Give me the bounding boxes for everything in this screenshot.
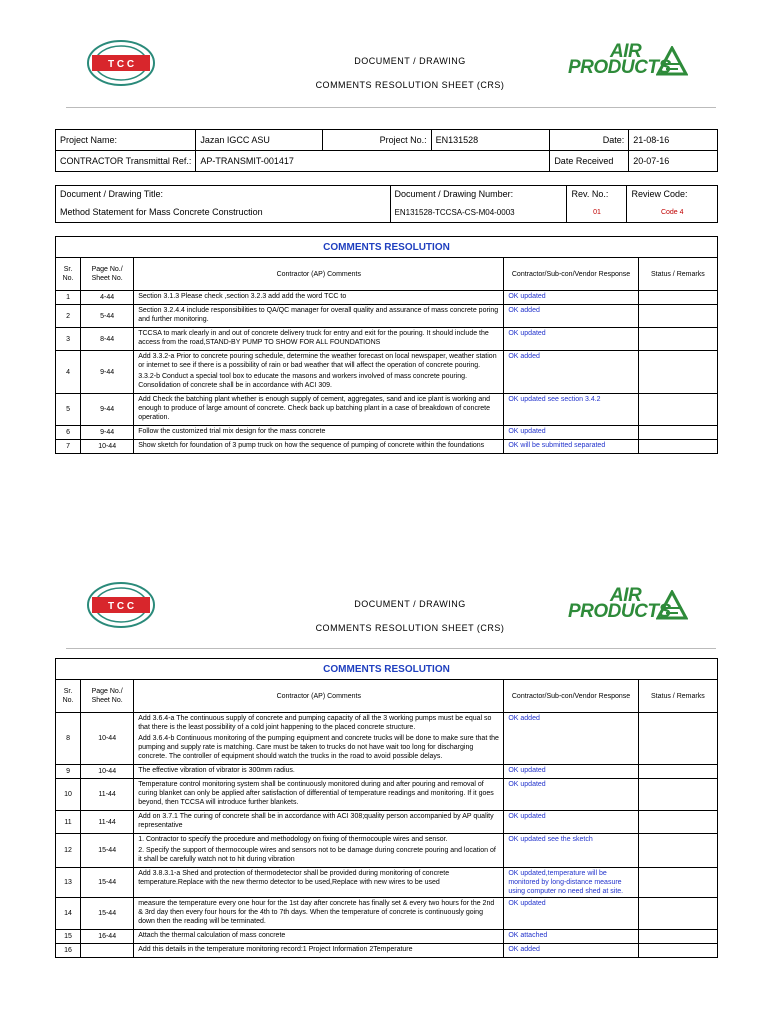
row-response: OK updated <box>504 426 638 440</box>
comment-paragraph: Add on 3.7.1 The curing of concrete shall be in accordance with ACI 308;quality person accompanied by AP quality representative <box>138 813 494 829</box>
row-response: OK added <box>504 351 638 394</box>
table-row <box>56 426 718 440</box>
row-sr: 3 <box>56 328 81 351</box>
table-row <box>56 898 718 930</box>
row-sr: 1 <box>56 291 81 305</box>
table-row <box>56 328 718 351</box>
date-received-value: 20-07-16 <box>629 151 718 172</box>
row-page: 15-44 <box>81 898 134 930</box>
date-label: Date: <box>550 130 629 151</box>
col-status: Status / Remarks <box>638 258 717 291</box>
row-comment <box>134 351 504 394</box>
row-sr: 15 <box>56 930 81 944</box>
comment-paragraph: Temperature control monitoring system shall be continuously monitored during and after pouring and removal of curing blanket can only be applied after satisfaction of differential of temperature readings and monitoring. If it goes beyond, then TCCSA will introduce further blankets. <box>138 781 494 806</box>
comments-table-2 <box>55 658 718 958</box>
row-sr: 6 <box>56 426 81 440</box>
document-info-table <box>55 185 718 223</box>
project-name-value: Jazan IGCC ASU <box>196 130 323 151</box>
row-sr: 13 <box>56 868 81 898</box>
table-row <box>56 291 718 305</box>
row-page: 8-44 <box>81 328 134 351</box>
review-code-value: Code 4 <box>627 202 718 223</box>
row-comment <box>134 868 504 898</box>
row-status <box>638 713 717 765</box>
divider <box>66 107 716 108</box>
comment-paragraph: Add 3.8.3.1-a Shed and protection of thermodetector shall be provided during monitoring of concrete temperature.Replace with the new thermo detector to be used,Replace with new wires to be used <box>138 870 450 886</box>
row-comment <box>134 765 504 779</box>
col-page: Page No./ Sheet No. <box>81 258 134 291</box>
row-page: 9-44 <box>81 351 134 394</box>
row-page <box>81 944 134 958</box>
row-response: OK attached <box>504 930 638 944</box>
comments-table-1 <box>55 236 718 454</box>
row-page: 16-44 <box>81 930 134 944</box>
transmittal-value: AP-TRANSMIT-001417 <box>196 151 550 172</box>
comment-paragraph: 2. Specify the support of thermocouple wires and sensors not to be damage during concrete pouring and location of it shall be carefully watch not to hit during vibration <box>138 847 496 863</box>
row-comment <box>134 394 504 426</box>
row-status <box>638 426 717 440</box>
row-comment <box>134 811 504 834</box>
row-page: 10-44 <box>81 765 134 779</box>
row-response: OK updated <box>504 291 638 305</box>
header-titles <box>250 49 570 97</box>
divider-2 <box>66 648 716 649</box>
comment-paragraph: 3.3.2-b Conduct a special tool box to educate the masons and workers involved of mass concrete pouring. Consolidation of concrete shall be in accordance with ACI 309. <box>138 373 468 389</box>
row-response: OK updated <box>504 765 638 779</box>
tcc-logo-2 <box>86 580 156 630</box>
row-page: 5-44 <box>81 305 134 328</box>
table-row <box>56 305 718 328</box>
comment-paragraph: Add Check the batching plant whether is enough supply of cement, aggregates, sand and ice plant is working and enough to produce of large amount of concrete. Check back up batching plant in a case of breakdown of concrete operation. <box>138 396 490 421</box>
header-line2-2: COMMENTS RESOLUTION SHEET (CRS) <box>315 623 505 633</box>
row-sr: 4 <box>56 351 81 394</box>
row-page: 15-44 <box>81 868 134 898</box>
row-response: OK added <box>504 944 638 958</box>
col-sr: Sr. No. <box>56 258 81 291</box>
row-response: OK updated <box>504 779 638 811</box>
svg-text:T C C: T C C <box>107 59 135 70</box>
row-status <box>638 898 717 930</box>
header-line1-2: DOCUMENT / DRAWING <box>354 599 466 609</box>
row-status <box>638 291 717 305</box>
row-response: OK will be submitted separated <box>504 440 638 454</box>
row-page: 9-44 <box>81 394 134 426</box>
comment-paragraph: Attach the thermal calculation of mass concrete <box>138 932 286 939</box>
col-response-2: Contractor/Sub-con/Vendor Response <box>504 680 638 713</box>
row-comment <box>134 834 504 868</box>
row-sr: 8 <box>56 713 81 765</box>
row-page: 10-44 <box>81 440 134 454</box>
row-sr: 14 <box>56 898 81 930</box>
comments-title: COMMENTS RESOLUTION <box>56 237 718 258</box>
row-status <box>638 440 717 454</box>
comments-rows-2 <box>56 713 718 958</box>
row-response: OK updated,temperature will be monitored by long-distance measure using computer no need shed at site. <box>504 868 638 898</box>
comment-paragraph: Add 3.3.2-a Prior to concrete pouring schedule, determine the weather forecast on local newspaper, weather station or internet to see if there is a possibility of rain or bad weather that will affect the operation of concrete pouring. <box>138 353 497 369</box>
row-status <box>638 930 717 944</box>
row-page: 9-44 <box>81 426 134 440</box>
date-value: 21-08-16 <box>629 130 718 151</box>
row-sr: 2 <box>56 305 81 328</box>
row-sr: 9 <box>56 765 81 779</box>
project-info-table <box>55 129 718 172</box>
row-comment <box>134 930 504 944</box>
row-comment <box>134 305 504 328</box>
row-sr: 11 <box>56 811 81 834</box>
tcc-logo <box>86 38 156 88</box>
row-sr: 12 <box>56 834 81 868</box>
transmittal-label: CONTRACTOR Transmittal Ref.: <box>56 151 196 172</box>
header-line2: COMMENTS RESOLUTION SHEET (CRS) <box>315 80 505 90</box>
project-no-label: Project No.: <box>322 130 431 151</box>
header-line1: DOCUMENT / DRAWING <box>354 56 466 66</box>
comment-paragraph: measure the temperature every one hour for the 1st day after concrete has finally set & every two hours for the 2nd & 3rd day then every four hours for the 4th to 7th days. When the temperature of concrete is continuously going down then the reading will be terminated. <box>138 900 495 925</box>
comment-paragraph: Section 3.1.3 Please check ,section 3.2.3 add add the word TCC to <box>138 293 347 300</box>
date-received-label: Date Received <box>550 151 629 172</box>
doc-title-label: Document / Drawing Title: <box>56 186 391 203</box>
comment-paragraph: Add this details in the temperature monitoring record:1 Project Information 2Temperature <box>138 946 413 953</box>
row-status <box>638 394 717 426</box>
row-status <box>638 351 717 394</box>
row-status <box>638 868 717 898</box>
row-response: OK updated <box>504 898 638 930</box>
row-response: OK updated <box>504 328 638 351</box>
comment-paragraph: Add 3.6.4-b Continuous monitoring of the pumping equipment and concrete trucks will be done to make sure that the pumping and supply rate is matching. Care must be taken to trucks do not have wait too long for discharging concrete. The controller of equipment should watch the trucks in the road to avoid possible delays. <box>138 735 499 760</box>
row-response: OK added <box>504 713 638 765</box>
row-sr: 16 <box>56 944 81 958</box>
table-row <box>56 351 718 394</box>
row-status <box>638 944 717 958</box>
air-products-emblem-icon <box>656 590 688 620</box>
col-comments-2: Contractor (AP) Comments <box>134 680 504 713</box>
row-comment <box>134 944 504 958</box>
doc-title-value: Method Statement for Mass Concrete Construction <box>56 202 391 223</box>
col-page-2: Page No./ Sheet No. <box>81 680 134 713</box>
table-row <box>56 930 718 944</box>
comment-paragraph: TCCSA to mark clearly in and out of concrete delivery truck for entry and exit for the pouring. It should include the access from the road,STAND-BY PUMP TO SHOW FOR ALL FOUNDATIONS <box>138 330 489 346</box>
row-comment <box>134 898 504 930</box>
row-response: OK updated see section 3.4.2 <box>504 394 638 426</box>
svg-text:T C C: T C C <box>107 601 135 612</box>
air-products-logo-2: AIR PRODUCTS <box>568 584 688 634</box>
table-row <box>56 394 718 426</box>
row-status <box>638 305 717 328</box>
row-status <box>638 779 717 811</box>
row-sr: 5 <box>56 394 81 426</box>
project-no-value: EN131528 <box>431 130 550 151</box>
table-row <box>56 834 718 868</box>
row-page: 11-44 <box>81 779 134 811</box>
row-comment <box>134 440 504 454</box>
col-sr-2: Sr. No. <box>56 680 81 713</box>
row-status <box>638 834 717 868</box>
comment-paragraph: Add 3.6.4-a The continuous supply of concrete and pumping capacity of all the 3 working pumps must be equal so that there is the least possibility of a cold joint happening to the placed concrete structure. <box>138 715 492 731</box>
comment-paragraph: 1. Contractor to specify the procedure and methodology on fixing of thermocouple wires and sensor. <box>138 836 448 843</box>
comment-paragraph: The effective vibration of vibrator is 300mm radius. <box>138 767 295 774</box>
row-page: 4-44 <box>81 291 134 305</box>
rev-value: 01 <box>567 202 627 223</box>
table-row <box>56 944 718 958</box>
rev-label: Rev. No.: <box>567 186 627 203</box>
table-row <box>56 713 718 765</box>
comments-title-2: COMMENTS RESOLUTION <box>56 659 718 680</box>
table-row <box>56 779 718 811</box>
doc-number-label: Document / Drawing Number: <box>390 186 567 203</box>
row-comment <box>134 779 504 811</box>
col-response: Contractor/Sub-con/Vendor Response <box>504 258 638 291</box>
project-name-label: Project Name: <box>56 130 196 151</box>
row-comment <box>134 291 504 305</box>
row-status <box>638 328 717 351</box>
comments-rows-1 <box>56 291 718 454</box>
header-titles-2 <box>250 592 570 640</box>
comment-paragraph: Follow the customized trial mix design for the mass concrete <box>138 428 326 435</box>
row-page: 11-44 <box>81 811 134 834</box>
row-comment <box>134 328 504 351</box>
table-row <box>56 811 718 834</box>
row-comment <box>134 713 504 765</box>
row-response: OK updated <box>504 811 638 834</box>
row-page: 15-44 <box>81 834 134 868</box>
row-status <box>638 811 717 834</box>
comment-paragraph: Section 3.2.4.4 include responsibilities to QA/QC manager for overall quality and assurance of mass concrete poring and further monitoring. <box>138 307 499 323</box>
row-comment <box>134 426 504 440</box>
row-sr: 10 <box>56 779 81 811</box>
row-status <box>638 765 717 779</box>
air-products-logo: AIR PRODUCTS <box>568 40 688 90</box>
row-response: OK added <box>504 305 638 328</box>
air-products-emblem-icon <box>656 46 688 76</box>
row-response: OK updated see the sketch <box>504 834 638 868</box>
col-comments: Contractor (AP) Comments <box>134 258 504 291</box>
table-row <box>56 765 718 779</box>
doc-number-value: EN131528-TCCSA-CS-M04-0003 <box>390 202 567 223</box>
row-page: 10-44 <box>81 713 134 765</box>
table-row <box>56 868 718 898</box>
row-sr: 7 <box>56 440 81 454</box>
comment-paragraph: Show sketch for foundation of 3 pump truck on how the sequence of pumping of concrete within the foundations <box>138 442 485 449</box>
table-row <box>56 440 718 454</box>
col-status-2: Status / Remarks <box>638 680 717 713</box>
review-code-label: Review Code: <box>627 186 718 203</box>
